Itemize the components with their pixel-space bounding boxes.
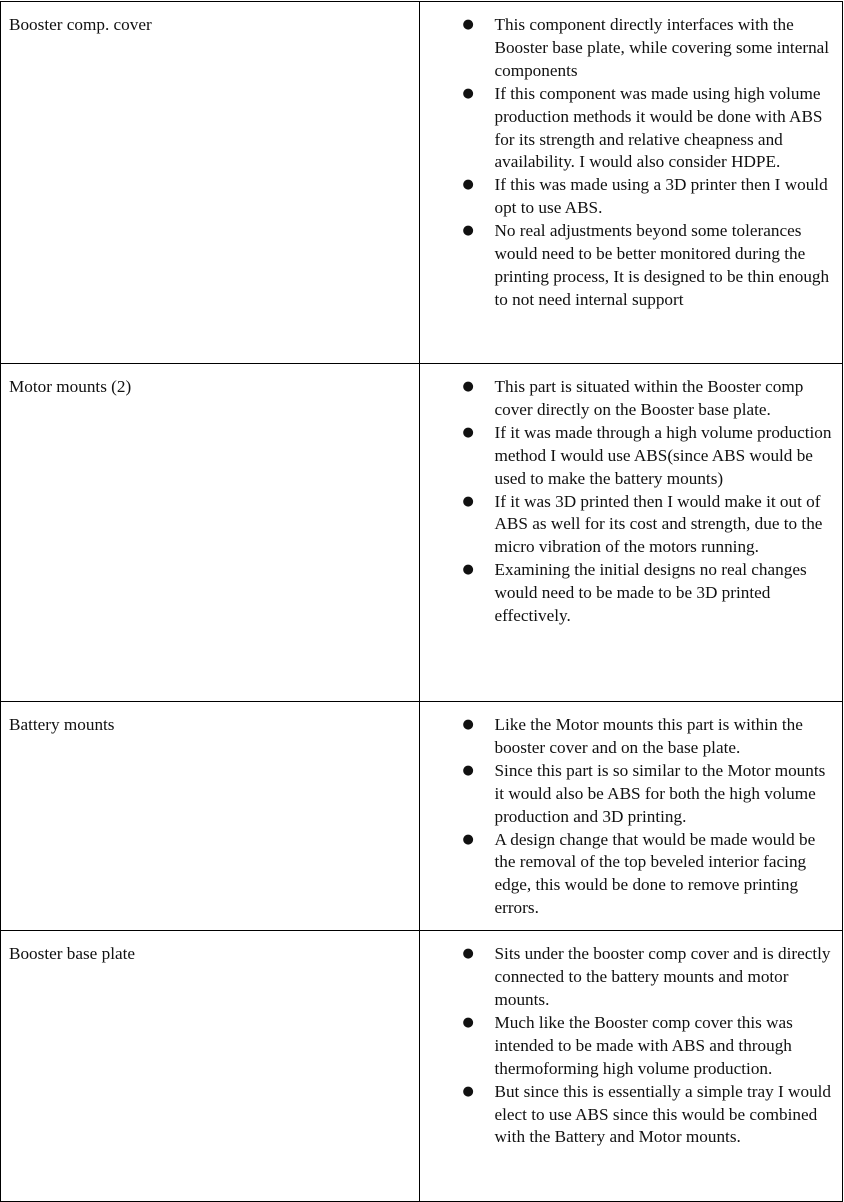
- list-item: ● A design change that would be made would be the removal of the top beveled interior facing edge, this would be done to remove printing errors.: [494, 829, 834, 921]
- notes-cell: [420, 364, 843, 702]
- list-item: ● Since this part is so similar to the Motor mounts it would also be ABS for both the high volume production and 3D printing.: [494, 760, 834, 829]
- list-item: ● This component directly interfaces with the Booster base plate, while covering some internal components: [494, 14, 834, 83]
- list-item: ● Sits under the booster comp cover and is directly connected to the battery mounts and motor mounts.: [494, 943, 834, 1012]
- table-row: [1, 702, 843, 931]
- part-name: Booster base plate: [9, 944, 136, 964]
- notes-cell: [420, 931, 843, 1202]
- part-name-cell: [1, 364, 420, 702]
- list-item: ● Like the Motor mounts this part is within the booster cover and on the base plate.: [494, 714, 834, 760]
- list-item: ● No real adjustments beyond some tolerances would need to be better monitored during the printing process, It is designed to be thin enough to not need internal support: [494, 220, 834, 312]
- notes-cell: [420, 702, 843, 931]
- table-row: [1, 2, 843, 364]
- list-item: ● If this was made using a 3D printer then I would opt to use ABS.: [494, 174, 834, 220]
- table-row: [1, 364, 843, 702]
- part-name: Battery mounts: [9, 715, 115, 734]
- notes-list: [420, 702, 842, 930]
- list-item: ● If it was 3D printed then I would make it out of ABS as well for its cost and strength, due to the micro vibration of the motors running.: [494, 491, 834, 560]
- table-row: [1, 931, 843, 1202]
- part-name-cell: [1, 2, 420, 364]
- notes-cell: [420, 2, 843, 364]
- part-name-cell: [1, 702, 420, 931]
- notes-list: [420, 2, 842, 322]
- part-name: Booster comp. cover: [9, 15, 152, 34]
- notes-list: [420, 931, 842, 1159]
- notes-list: [420, 364, 842, 638]
- list-item: ● If this component was made using high volume production methods it would be done with ABS for its strength and relative cheapness and availability. I would also consider HDPE.: [494, 83, 834, 175]
- list-item: ● Much like the Booster comp cover this was intended to be made with ABS and through thermoforming high volume production.: [494, 1012, 834, 1081]
- list-item: ● If it was made through a high volume production method I would use ABS(since ABS would be used to make the battery mounts): [494, 422, 834, 491]
- list-item: ● This part is situated within the Booster comp cover directly on the Booster base plate.: [494, 376, 834, 422]
- list-item: ● But since this is essentially a simple tray I would elect to use ABS since this would be combined with the Battery and Motor mounts.: [494, 1081, 834, 1150]
- parts-material-table: [0, 1, 843, 1202]
- list-item: ● Examining the initial designs no real changes would need to be made to be 3D printed effectively.: [494, 559, 834, 628]
- part-name-cell: [1, 931, 420, 1202]
- part-name: Motor mounts (2): [9, 377, 132, 396]
